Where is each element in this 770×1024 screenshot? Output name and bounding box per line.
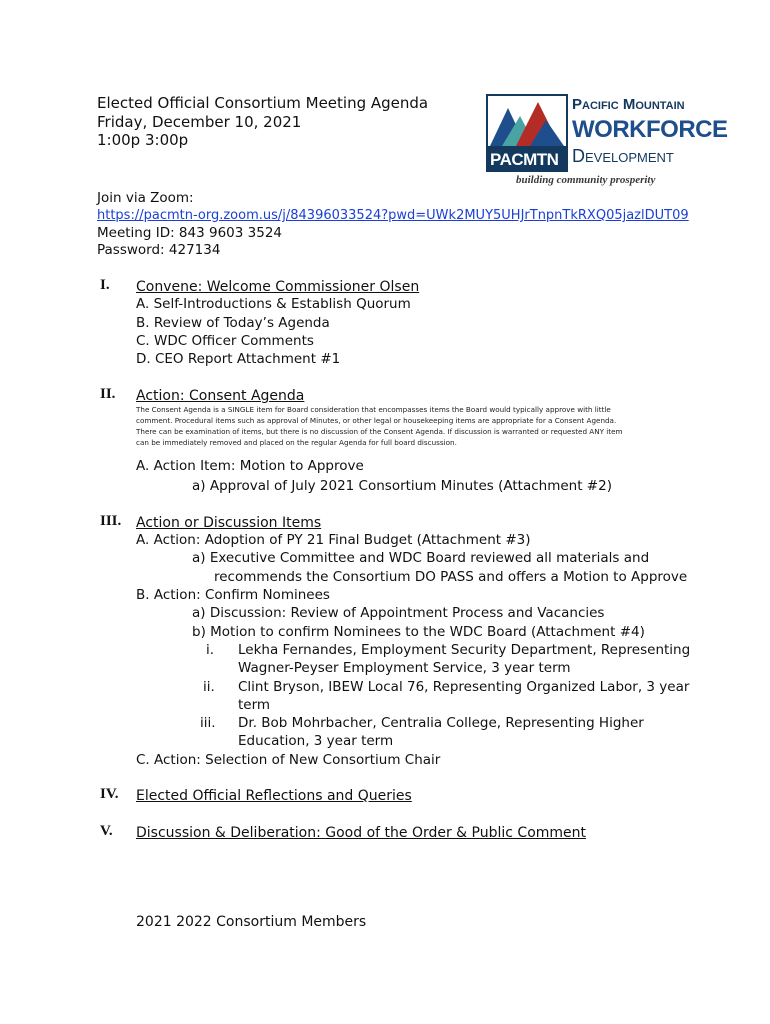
nominee-entry: Lekha Fernandes, Employment Security Department, Representing [238,642,691,658]
pacmtn-logo [486,94,728,194]
meeting-date: Friday, December 10, 2021 [97,113,302,131]
nominee-entry: Clint Bryson, IBEW Local 76, Representing Organized Labor, 3 year [238,679,690,695]
section-2-item-a1: a) Approval of July 2021 Consortium Minutes (Attachment #2) [192,478,612,494]
logo-line1: Pacific Mountain [572,96,685,113]
consent-description-line: comment. Procedural items such as approval of Minutes, or other legal or housekeeping items are appropriate for a Consent Agenda. [136,416,617,425]
section-3-item-b: B. Action: Confirm Nominees [136,587,330,603]
section-3-item-a: A. Action: Adoption of PY 21 Final Budget (Attachment #3) [136,532,531,548]
logo-tagline: building community prosperity [516,174,656,186]
section-3-item-b1: a) Discussion: Review of Appointment Process and Vacancies [192,605,605,621]
section-3-item-a1-cont: recommends the Consortium DO PASS and offers a Motion to Approve [214,569,688,585]
section-1-item: B. Review of Today’s Agenda [136,315,330,331]
section-2-number: II. [100,386,116,402]
section-3-item-b2: b) Motion to confirm Nominees to the WDC Board (Attachment #4) [192,624,645,640]
section-5-number: V. [100,823,113,839]
section-2-item-a: A. Action Item: Motion to Approve [136,458,364,474]
nominee-entry-cont: Wagner-Peyser Employment Service, 3 year term [238,660,571,676]
consent-description-line: The Consent Agenda is a SINGLE item for Board consideration that encompasses items the Board would typically approve with little [136,405,611,414]
consent-agenda-description [136,404,623,448]
nominee-entry-cont: Education, 3 year term [238,733,394,749]
consent-description-line: can be immediately removed and placed on the regular Agenda for full board discussion. [136,438,457,447]
section-1-item: A. Self-Introductions & Establish Quorum [136,296,411,312]
section-3-item-a1: a) Executive Committee and WDC Board reviewed all materials and [192,550,650,566]
section-3-number: III. [100,513,122,529]
nominee-number: iii. [200,715,216,731]
nominee-entry: Dr. Bob Mohrbacher, Centralia College, Representing Higher [238,715,644,731]
section-5-title: Discussion & Deliberation: Good of the Order & Public Comment [136,825,587,841]
section-1-item: C. WDC Officer Comments [136,333,314,349]
consortium-members-heading: 2021 2022 Consortium Members [136,914,367,930]
agenda-title: Elected Official Consortium Meeting Agenda [97,94,429,112]
logo-badge: PACMTN [490,150,559,169]
nominee-number: ii. [203,679,215,695]
nominee-number: i. [206,642,215,658]
section-1-number: I. [100,277,110,293]
section-3-title: Action or Discussion Items [136,515,322,531]
section-1-title: Convene: Welcome Commissioner Olsen [136,279,420,295]
zoom-link[interactable]: https://pacmtn-org.zoom.us/j/84396033524?pwd=UWk2MUY5UHJrTnpnTkRXQ05jazlDUT09 [97,208,689,223]
section-2-title: Action: Consent Agenda [136,388,305,404]
zoom-label: Join via Zoom: [97,190,194,206]
meeting-password: Password: 427134 [97,242,221,258]
section-4-title: Elected Official Reflections and Queries [136,788,412,804]
nominee-entry-cont: term [238,697,271,713]
section-4-number: IV. [100,786,119,802]
meeting-id: Meeting ID: 843 9603 3524 [97,225,282,241]
consent-description-line: There can be examination of items, but there is no discussion of the Consent Agenda. If discussion is warranted or requested ANY item [136,427,623,436]
section-3-item-c: C. Action: Selection of New Consortium Chair [136,752,441,768]
logo-line2: WORKFORCE [572,116,728,143]
meeting-time: 1:00p 3:00p [97,131,189,149]
section-1-item: D. CEO Report Attachment #1 [136,351,341,367]
logo-line3: Development [572,146,674,166]
